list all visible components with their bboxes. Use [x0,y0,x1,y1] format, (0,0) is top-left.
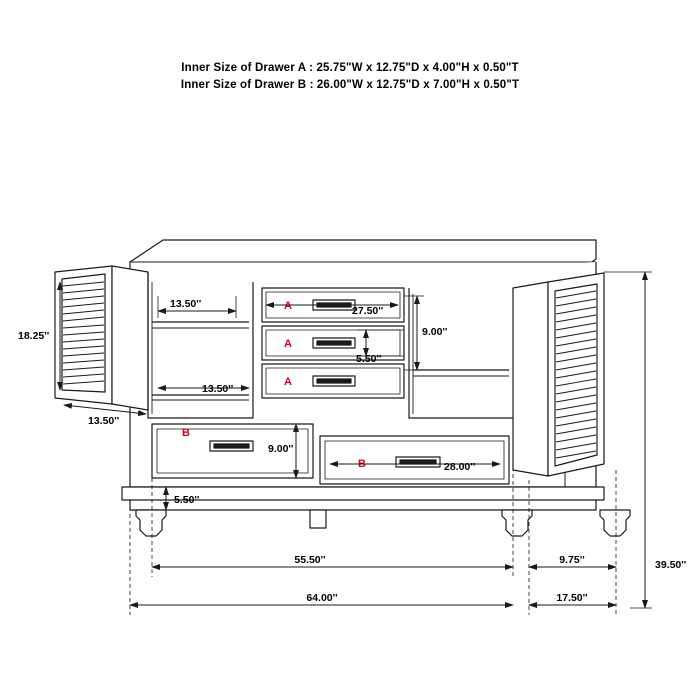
dim-door-left-depth: 13.50'' [88,415,120,427]
dim-total-width: 64.00'' [306,592,338,604]
dim-total-height: 39.50'' [655,559,687,571]
dresser-body [55,240,630,536]
drawer-label-b2: B [358,458,366,470]
leg-center-right [502,510,532,536]
dim-drawer-stack-height: 9.00'' [422,326,448,338]
dim-drawer-b-right-width: 28.00'' [444,461,476,473]
inner-size-drawer-b-text: Inner Size of Drawer B : 26.00"W x 12.75"D x 7.00"H x 0.50"T [180,79,520,91]
drawer-label-a1: A [284,300,292,312]
dim-base-rail-height: 5.50'' [174,494,200,506]
leg-right [600,510,630,536]
dim-drawer-a-width: 27.50'' [352,305,384,317]
drawer-label-a3: A [284,376,292,388]
leg-left [136,510,166,536]
base-rail [130,500,596,510]
dim-shelf-left-width-bottom: 13.50'' [202,383,234,395]
dim-right-overall-width: 17.50'' [556,592,588,604]
dim-shelf-left-width-top: 13.50'' [170,298,202,310]
center-support [310,510,326,528]
drawer-label-a2: A [284,338,292,350]
dim-drawer-b-left-height: 9.00'' [268,443,294,455]
inner-size-drawer-a-text: Inner Size of Drawer A : 25.75"W x 12.75"D x 4.00"H x 0.50"T [181,62,519,74]
dim-interior-width: 55.50'' [294,554,326,566]
dim-right-section-width: 9.75'' [559,554,585,566]
dim-shelf-left-height: 18.25'' [18,330,50,342]
door-right-edge [513,282,548,476]
drawer-label-b1: B [182,427,190,439]
dim-drawer-a-height: 5.50'' [356,353,382,365]
door-left-edge [112,266,148,410]
